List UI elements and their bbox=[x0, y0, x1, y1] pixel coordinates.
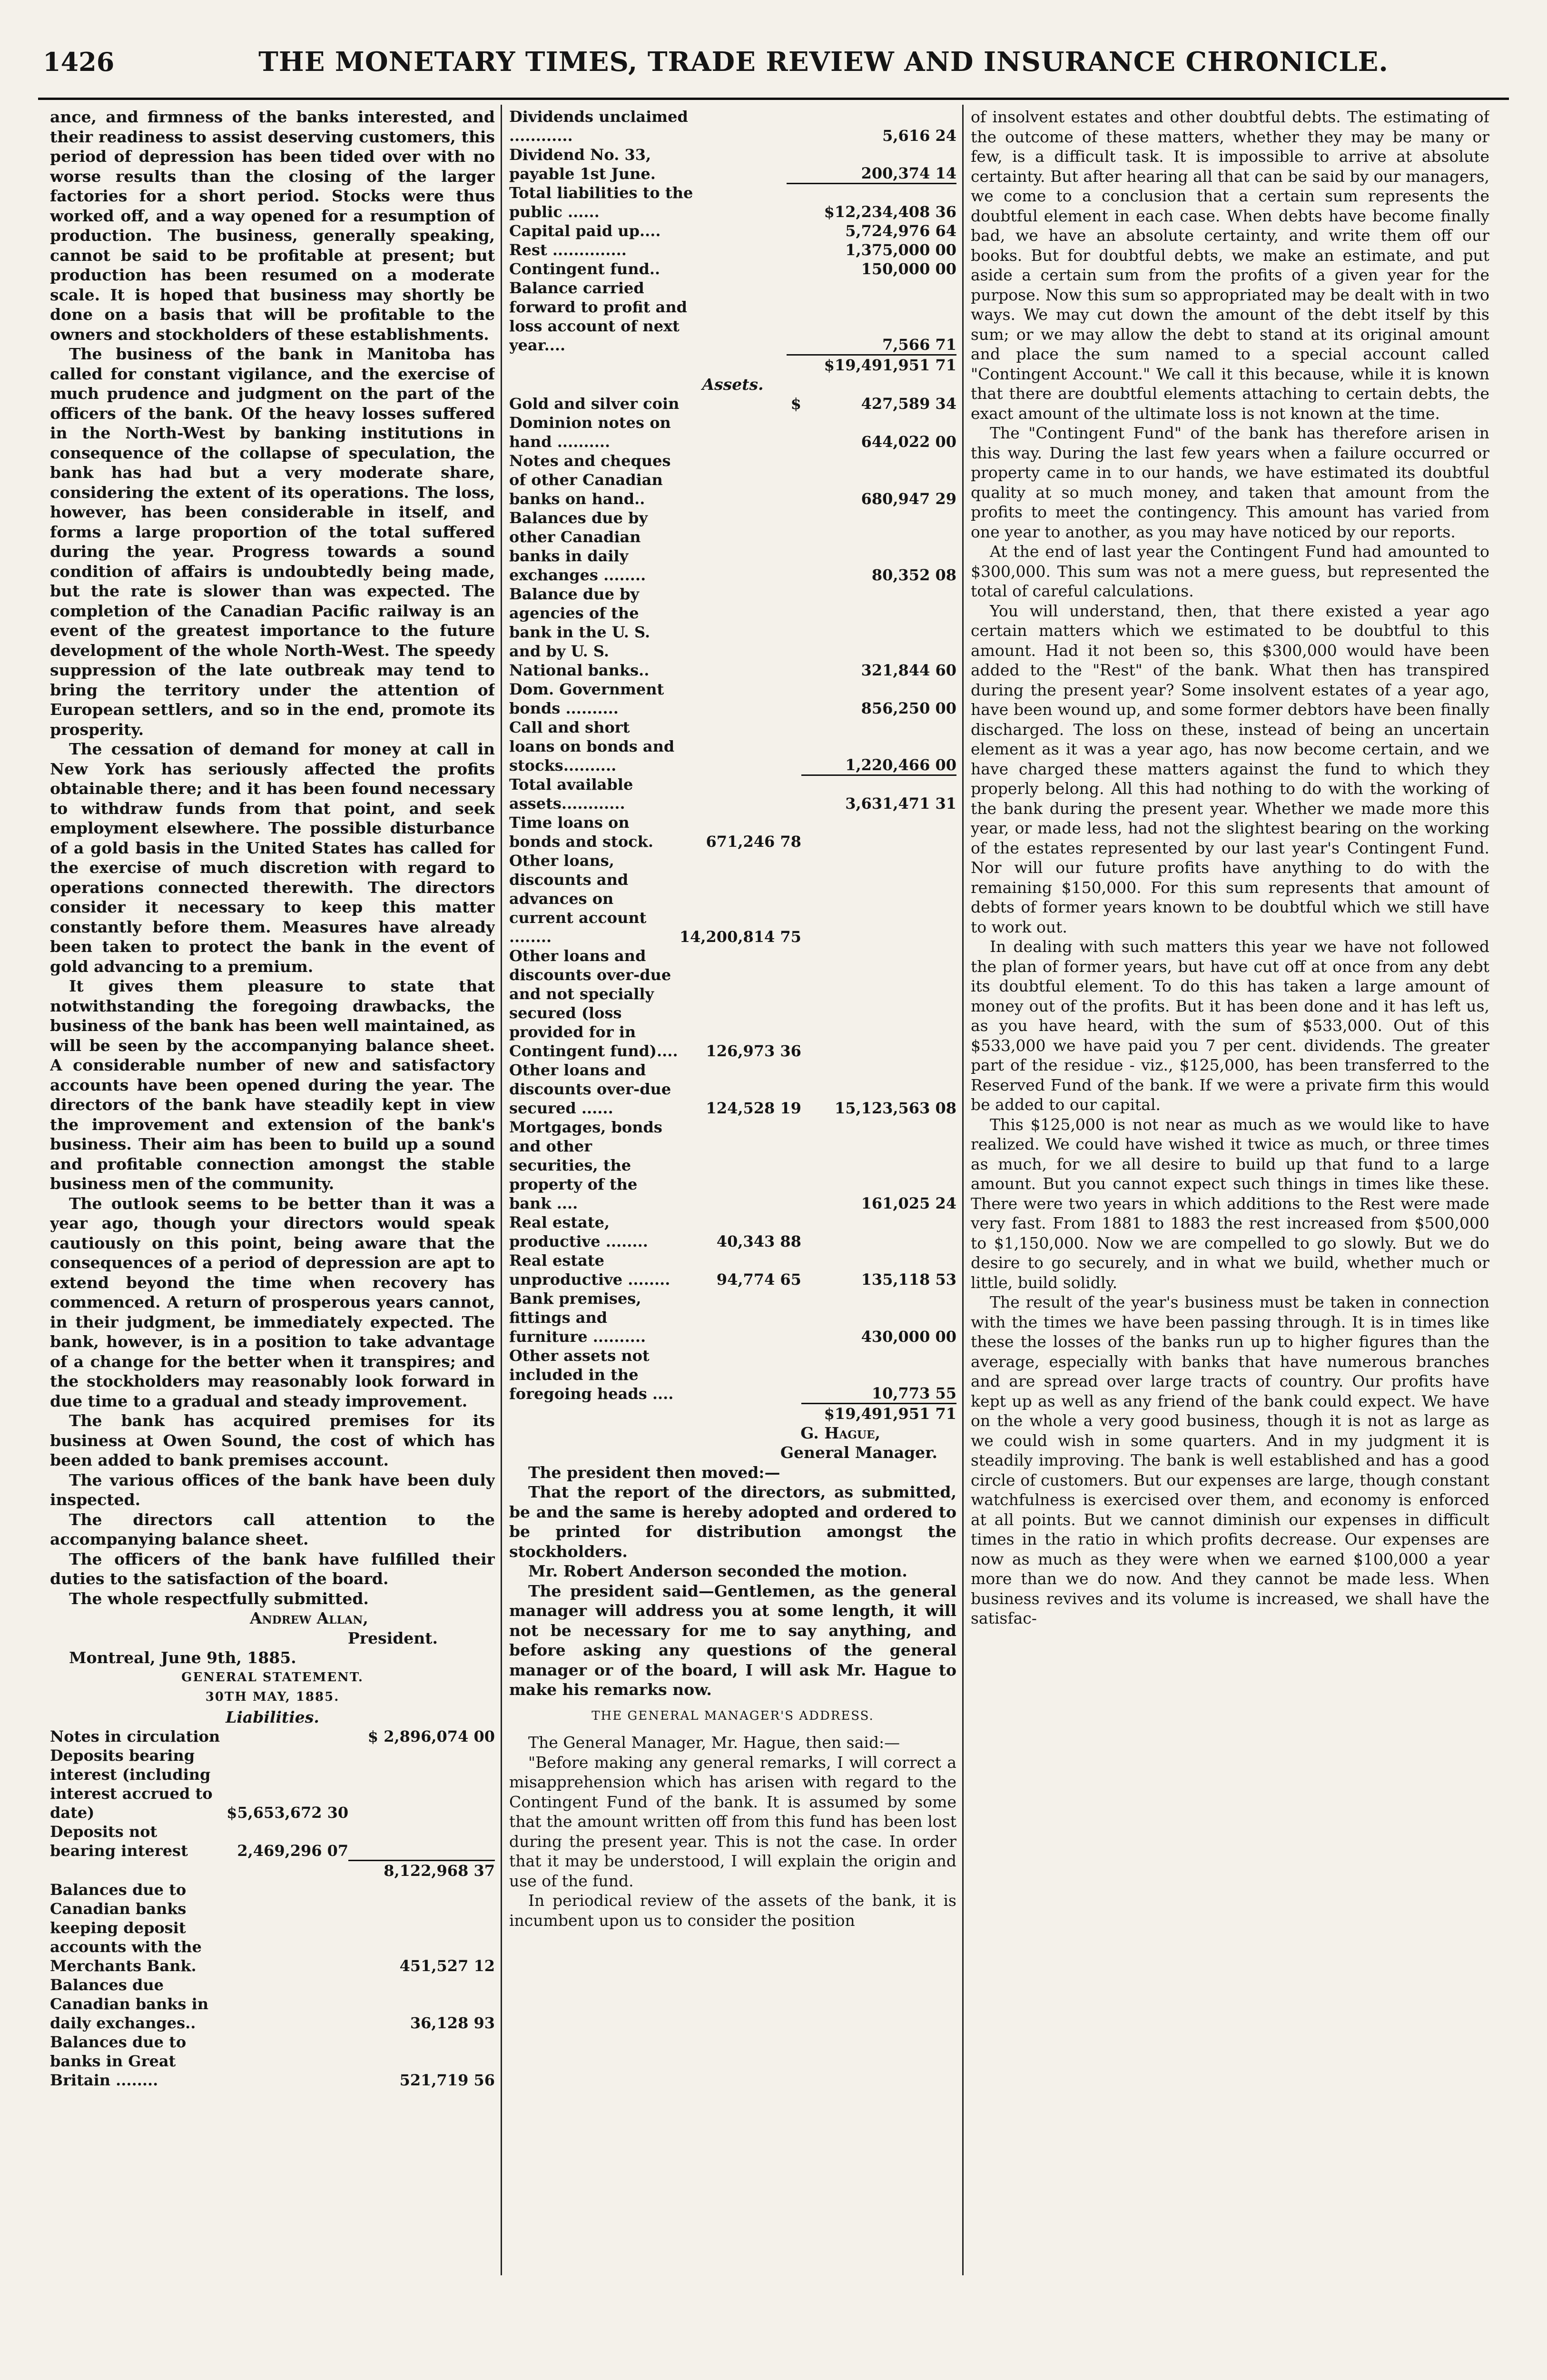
row-amount-inner: $5,653,672 30 bbox=[227, 1804, 349, 1822]
row-label: Other assets not included in the foregoing heads .... bbox=[509, 1347, 674, 1403]
row-label: Gold and silver coin bbox=[509, 395, 680, 413]
paragraph: You will understand, then, that there existed a year ago certain matters which we estimated to be doubtful to this amount. Had it not been so, this $300,000 would have been added to the "Rest" of the bank. What then has transpired during the present year? Some insolvent estates of a year ago, have been wound up, and some former debtors have been finally discharged. The loss on these, instead of being an uncertain element as it was a year ago, has now become certain, and we have charged these matters against the fund to which they properly belong. All this had nothing to do with the working of the bank during the present year. Whether we made more this year, or made less, had not the slightest bearing on the working of the estates represented by our last year's Contingent Fund. Nor will our future profits have anything to do with the remaining $150,000. For this sum represents that amount of debts of former years known to be doubtful which we still have to work out. bbox=[971, 601, 1489, 936]
financial-row bbox=[509, 508, 956, 585]
row-amount-total: 321,844 60 bbox=[861, 661, 956, 679]
row-label: Balance carried forward to profit and loss account of next year.... bbox=[509, 279, 688, 354]
row-label: Time loans on bonds and stock. bbox=[509, 813, 653, 851]
financial-row bbox=[509, 451, 956, 508]
paragraph: The outlook seems to be better than it was a year ago, though your directors would speak cautiously on this point, being aware that the consequences of a period of depression are apt to extend beyond the time when recovery has commenced. A return of prosperous years cannot, in their judgment, be immediately expected. The bank, however, is in a position to take advantage of a change for the better when it transpires; and the stockholders may reasonably look forward in due time to a gradual and steady improvement. bbox=[50, 1194, 495, 1410]
financial-row bbox=[50, 1860, 495, 1880]
row-label: Balances due Canadian banks in daily exchanges.. bbox=[50, 1975, 208, 2032]
row-amount-inner bbox=[715, 240, 786, 259]
row-amount-total: 3,631,471 31 bbox=[801, 775, 956, 813]
financial-row bbox=[509, 221, 956, 240]
row-label: Contingent fund.. bbox=[509, 260, 660, 278]
financial-row bbox=[509, 946, 956, 1061]
row-amount-total: 150,000 00 bbox=[861, 260, 956, 278]
row-amount-total: 644,022 00 bbox=[861, 433, 956, 451]
row-amount-total: $12,234,408 36 bbox=[787, 183, 956, 221]
row-amount-total: $19,491,951 71 bbox=[787, 355, 956, 375]
financial-row bbox=[509, 1346, 956, 1403]
row-label: Real estate unproductive ........ bbox=[509, 1251, 670, 1289]
financial-row bbox=[509, 1213, 956, 1251]
paragraph: That the report of the directors, as submitted, be and the same is hereby adopted and ordered to be printed for distribution amongst the stockholders. bbox=[509, 1483, 956, 1561]
row-amount-inner bbox=[680, 585, 801, 680]
row-amount-inner bbox=[680, 1118, 801, 1213]
row-amount-inner bbox=[680, 680, 801, 718]
row-label: Dom. Government bonds .......... bbox=[509, 680, 664, 717]
row-label: Total liabilities to the public ...... bbox=[509, 184, 693, 221]
paragraph: The bank has acquired premises for its business at Owen Sound, the cost of which has been added to bank premises account. bbox=[50, 1411, 495, 1469]
paragraph: The "Contingent Fund" of the bank has therefore arisen in this way. During the last few years when a failure occurred or property came in to our hands, we have estimated its doubtful quality at so much money, and taken that amount from the profits to meet the contingency. This amount has varied from one year to another, as you may have noticed by our reports. bbox=[971, 424, 1489, 541]
financial-row bbox=[509, 851, 956, 946]
row-amount-total bbox=[801, 851, 956, 946]
financial-row bbox=[509, 1289, 956, 1346]
row-amount-inner bbox=[680, 775, 801, 813]
row-amount-inner: 2,469,296 07 bbox=[237, 1842, 349, 1860]
liabilities-table-2 bbox=[509, 107, 956, 375]
row-amount-total: 8,122,968 37 bbox=[348, 1860, 495, 1880]
row-label: Call and short loans on bonds and stocks.......... bbox=[509, 718, 675, 774]
row-label: Other loans and discounts over-due secured ...... bbox=[509, 1061, 671, 1117]
row-amount-inner bbox=[227, 2033, 348, 2090]
row-amount-total: 15,123,563 08 bbox=[834, 1099, 956, 1117]
financial-row bbox=[509, 1118, 956, 1213]
row-label: Capital paid up.... bbox=[509, 222, 661, 240]
financial-row bbox=[509, 1061, 956, 1118]
row-label: Deposits not bearing interest bbox=[50, 1823, 188, 1860]
row-amount-inner bbox=[680, 1346, 801, 1403]
paragraph: The directors call attention to the accompanying balance sheet. bbox=[50, 1510, 495, 1548]
header-rule bbox=[38, 98, 1509, 100]
row-amount-total: 161,025 24 bbox=[861, 1194, 956, 1212]
row-label bbox=[509, 355, 715, 375]
row-amount-inner bbox=[680, 451, 801, 508]
column-1 bbox=[50, 107, 495, 2297]
general-manager-name: G. Hague, bbox=[800, 1423, 880, 1442]
paragraph: It gives them pleasure to state that notwithstanding the foregoing drawbacks, the business of the bank has been well maintained, as will be seen by the accompanying balance sheet. A considerable number of new and satisfactory accounts have been opened during the year. The directors of the bank have steadily kept in view the improvement and extension of the bank's business. Their aim has been to build up a sound and profitable connection amongst the stable business men of the community. bbox=[50, 977, 495, 1193]
general-manager-title: General Manager. bbox=[780, 1443, 937, 1462]
row-amount-inner: 126,973 36 bbox=[706, 1042, 801, 1060]
column-3 bbox=[971, 107, 1489, 2297]
row-label: Dividends unclaimed ............ bbox=[509, 108, 688, 145]
row-amount-inner: 124,528 19 bbox=[706, 1099, 801, 1117]
row-amount-inner bbox=[680, 1403, 801, 1423]
row-label: Balances due by other Canadian banks in daily exchanges ........ bbox=[509, 509, 648, 584]
address-heading: THE GENERAL MANAGER'S ADDRESS. bbox=[591, 1708, 874, 1723]
row-amount-total: 856,250 00 bbox=[861, 699, 956, 717]
financial-row bbox=[509, 355, 956, 375]
liabilities-heading: Liabilities. bbox=[226, 1707, 319, 1726]
row-amount-total: 200,374 14 bbox=[861, 164, 956, 182]
column-2 bbox=[509, 107, 956, 2297]
row-amount-inner bbox=[680, 1289, 801, 1346]
row-amount-total: 7,566 71 bbox=[882, 335, 956, 354]
financial-row bbox=[50, 1880, 495, 1975]
row-amount-total bbox=[801, 1213, 956, 1251]
row-label: Real estate, productive ........ bbox=[509, 1213, 648, 1250]
row-amount-inner bbox=[227, 1880, 348, 1975]
row-label: Dividend No. 33, payable 1st June. bbox=[509, 146, 656, 183]
financial-row bbox=[50, 1746, 495, 1822]
financial-row bbox=[509, 1251, 956, 1289]
liabilities-table-1 bbox=[50, 1727, 495, 2090]
financial-row bbox=[509, 240, 956, 259]
row-amount-inner bbox=[227, 1727, 348, 1746]
row-amount-total: 36,128 93 bbox=[410, 2013, 495, 2032]
row-label: Balances due to banks in Great Britain ........ bbox=[50, 2033, 187, 2089]
column-rule-1 bbox=[501, 105, 502, 2275]
row-amount-total: 80,352 08 bbox=[871, 566, 956, 584]
page-number: 1426 bbox=[43, 47, 115, 77]
paragraph: The whole respectfully submitted. bbox=[69, 1589, 369, 1608]
column-rule-2 bbox=[962, 105, 964, 2275]
paragraph: "Before making any general remarks, I will correct a misapprehension which has arisen with regard to the Contingent Fund of the bank. It is assumed by some that the amount written off from this fund has been lost during the present year. This is not the case. In order that it may be understood, I will explain the origin and use of the fund. bbox=[509, 1753, 956, 1890]
dateline: Montreal, June 9th, 1885. bbox=[69, 1648, 296, 1667]
row-label: Other loans, discounts and advances on current account ........ bbox=[509, 852, 647, 946]
paragraph: Mr. Robert Anderson seconded the motion. bbox=[528, 1562, 907, 1580]
paragraph: The president said—Gentlemen, as the general manager will address you at some length, it will not be necessary for me to say anything, and before asking any questions of the general manager or of the board, I will ask Mr. Hague to make his remarks now. bbox=[509, 1581, 956, 1699]
row-label: Notes and cheques of other Canadian banks on hand.. bbox=[509, 452, 671, 508]
financial-row bbox=[50, 1975, 495, 2033]
row-label: Dominion notes on hand .......... bbox=[509, 414, 671, 451]
financial-row bbox=[50, 1822, 495, 1860]
statement-title: GENERAL STATEMENT. bbox=[181, 1670, 364, 1685]
paragraph: The officers of the bank have fulfilled their duties to the satisfaction of the board. bbox=[50, 1549, 495, 1588]
row-amount-inner: $ bbox=[790, 395, 801, 413]
assets-heading: Assets. bbox=[702, 375, 764, 394]
row-label: Bank premises, fittings and furniture .......... bbox=[509, 1289, 646, 1346]
financial-row bbox=[509, 394, 956, 413]
row-amount-inner bbox=[227, 1860, 348, 1880]
row-amount-total bbox=[348, 1746, 495, 1822]
row-label: Notes in circulation bbox=[50, 1727, 220, 1745]
row-amount-total bbox=[801, 946, 956, 1061]
assets-table bbox=[509, 394, 956, 1423]
row-label: Total available assets............ bbox=[509, 775, 633, 813]
statement-date: 30TH MAY, 1885. bbox=[205, 1690, 340, 1704]
row-amount-inner bbox=[715, 145, 786, 183]
row-amount-inner: 14,200,814 75 bbox=[679, 928, 801, 946]
financial-row bbox=[509, 813, 956, 851]
row-amount-inner: 94,774 65 bbox=[716, 1270, 801, 1289]
row-label: Deposits bearing interest (including interest accrued to date) bbox=[50, 1746, 213, 1822]
row-amount-inner bbox=[227, 1975, 348, 2033]
financial-row bbox=[509, 585, 956, 680]
signer-title: President. bbox=[347, 1628, 438, 1647]
row-amount-total: 427,589 34 bbox=[861, 395, 956, 413]
financial-row bbox=[509, 413, 956, 451]
row-amount-total: 5,616 24 bbox=[882, 127, 956, 145]
row-label: Mortgages, bonds and other securities, the property of the bank .... bbox=[509, 1118, 662, 1212]
financial-row bbox=[509, 278, 956, 355]
paragraph: This $125,000 is not near as much as we would like to have realized. We could have wished it twice as much, or three times as much, for we all desire to build up that fund to a large amount. But you cannot expect such things in times like these. There were two years in which additions to the Rest were made very fast. From 1881 to 1883 the rest increased from $500,000 to $1,150,000. Now we are compelled to go slowly. But we do desire to go securely, and in what we build, whether much or little, build solidly. bbox=[971, 1115, 1489, 1292]
row-label: Other loans and discounts over-due and not specially secured (loss provided for in Contingent fund).... bbox=[509, 947, 678, 1060]
row-amount-inner bbox=[715, 278, 786, 355]
row-amount-inner bbox=[715, 107, 786, 145]
row-amount-total: 430,000 00 bbox=[861, 1328, 956, 1346]
row-amount-total: 1,375,000 00 bbox=[845, 241, 956, 259]
financial-row bbox=[509, 680, 956, 718]
row-amount-inner: 671,246 78 bbox=[706, 833, 801, 851]
row-amount-inner bbox=[715, 221, 786, 240]
row-amount-total: 5,724,976 64 bbox=[845, 222, 956, 240]
row-amount-inner bbox=[680, 508, 801, 585]
row-amount-total: $19,491,951 71 bbox=[801, 1403, 956, 1423]
row-amount-inner bbox=[680, 718, 801, 775]
row-amount-total: $ 2,896,074 00 bbox=[367, 1727, 495, 1745]
row-amount-total bbox=[348, 1822, 495, 1860]
financial-row bbox=[509, 1403, 956, 1423]
row-amount-inner: 40,343 88 bbox=[716, 1232, 801, 1250]
row-amount-inner bbox=[715, 183, 786, 221]
paragraph: The cessation of demand for money at call in New York has seriously affected the profits obtainable there; and it has been found necessary to withdraw funds from that point, and seek employment elsewhere. The possible disturbance of a gold basis in the United States has called for the exercise of much discretion with regard to operations connected therewith. The directors consider it necessary to keep this matter constantly before them. Measures have already been taken to protect the bank in the event of gold advancing to a premium. bbox=[50, 740, 495, 976]
paragraph: At the end of last year the Contingent Fund had amounted to $300,000. This sum was not a mere guess, but represented the total of careful calculations. bbox=[971, 542, 1489, 600]
paragraph: of insolvent estates and other doubtful debts. The estimating of the outcome of these matters, whether they may be many or few, is a difficult task. It is impossible to arrive at absolute certainty. But after hearing all that can be said by our managers, we come to a conclusion that a certain sum represents the doubtful element in each case. When debts have become finally bad, we have an absolute certainty, and write them off our books. But for doubtful debts, we make an estimate, and put aside a certain sum from the profits of a given year for the purpose. Now this sum so appropriated may be dealt with in two ways. We may cut down the amount of the debt itself by this sum; or we may allow the debt to stand at its original amount and place the sum named to a special account called "Contingent Account." We call it this because, while it is known that there are doubtful elements attaching to certain debts, the exact amount of the ultimate loss is not known at the time. bbox=[971, 108, 1489, 423]
paragraph: The business of the bank in Manitoba has called for constant vigilance, and the exercise of much prudence and judgment on the part of the officers of the bank. Of the heavy losses suffered in the North-West by banking institutions in consequence of the collapse of speculation, the bank has had but a very moderate share, considering the extent of its operations. The loss, however, has been considerable in itself, and forms a large proportion of the total suffered during the year. Progress towards a sound condition of affairs is undoubtedly being made, but the rate is slower than was expected. The completion of the Canadian Pacific railway is an event of the greatest importance to the future development of the whole North-West. The speedy suppression of the late outbreak may tend to bring the territory under the attention of European settlers, and so in the end, promote its prosperity. bbox=[50, 345, 495, 739]
signer-name: Andrew Allan, bbox=[250, 1609, 368, 1627]
paragraph: The General Manager, Mr. Hague, then said:— bbox=[528, 1733, 900, 1752]
row-amount-total: 135,118 53 bbox=[861, 1270, 956, 1289]
paragraph: In dealing with such matters this year we have not followed the plan of former years, but have cut off at once from any debt its doubtful element. To do this has taken a large amount of money out of the profits. But it has been done and it has left us, as you have heard, with the sum of $533,000. Out of this $533,000 we have paid you 7 per cent. dividends. The greater part of the residue - viz., $125,000, has been transferred to the Reserved Fund of the bank. If we were a private firm this would be added to our capital. bbox=[971, 937, 1489, 1114]
paragraph: The various offices of the bank have been duly inspected. bbox=[50, 1470, 495, 1509]
running-title: THE MONETARY TIMES, TRADE REVIEW AND INSURANCE CHRONICLE. bbox=[258, 46, 1389, 78]
financial-row bbox=[509, 107, 956, 145]
financial-row bbox=[509, 145, 956, 183]
financial-row bbox=[509, 183, 956, 221]
row-amount-total: 10,773 55 bbox=[871, 1384, 956, 1402]
row-amount-total: 680,947 29 bbox=[861, 490, 956, 508]
row-amount-total bbox=[801, 813, 956, 851]
paragraph: In periodical review of the assets of the bank, it is incumbent upon us to consider the position bbox=[509, 1891, 956, 1930]
page-header bbox=[43, 33, 1509, 90]
row-amount-total: 451,527 12 bbox=[399, 1956, 495, 1975]
paragraph: The president then moved:— bbox=[528, 1463, 780, 1482]
row-label: Balance due by agencies of the bank in the U. S. and by U. S. National banks.. bbox=[509, 585, 650, 679]
row-label bbox=[509, 1403, 680, 1423]
paragraph: The result of the year's business must be taken in connection with the times we have been passing through. It is in times like these the losses of the banks run up to higher figures than the average, especially with banks that have numerous branches and are spread over large tracts of country. Our profits have kept up as well as any friend of the bank could expect. We have on the whole a very good business, though it is not as large as we could wish in some quarters. And in my judgment it is steadily improving. The bank is well established and has a good circle of customers. But our expenses are large, though constant watchfulness is exercised over them, and economy is enforced at all points. But we cannot diminish our expenses in difficult times in the ratio in which profits decrease. Our expenses are now as much as they were when we earned $100,000 a year more than we do now. And they cannot be made less. When business revives and its volume is increased, we shall have the satisfac- bbox=[971, 1293, 1489, 1627]
row-amount-inner bbox=[680, 413, 801, 451]
row-amount-inner bbox=[715, 355, 786, 375]
row-label: Balances due to Canadian banks keeping deposit accounts with the Merchants Bank. bbox=[50, 1880, 202, 1975]
financial-row bbox=[509, 718, 956, 775]
row-amount-inner bbox=[715, 259, 786, 278]
financial-row bbox=[509, 259, 956, 278]
financial-row bbox=[509, 775, 956, 813]
row-amount-total: 1,220,466 00 bbox=[845, 755, 956, 774]
row-label: Rest .............. bbox=[509, 241, 627, 259]
row-amount-total: 521,719 56 bbox=[399, 2071, 495, 2089]
financial-row bbox=[50, 2033, 495, 2090]
paragraph: ance, and firmness of the banks interested, and their readiness to assist deserving customers, this period of depression has been tided over with no worse results than the closing of the larger factories for a short period. Stocks were thus worked off, and a way opened for a resumption of production. The business, generally speaking, cannot be said to be profitable at present; but production has been resumed on a moderate scale. It is hoped that business may shortly be done on a basis that will be profitable to the owners and stockholders of these establishments. bbox=[50, 108, 495, 344]
financial-row bbox=[50, 1727, 495, 1746]
row-label bbox=[50, 1860, 227, 1880]
